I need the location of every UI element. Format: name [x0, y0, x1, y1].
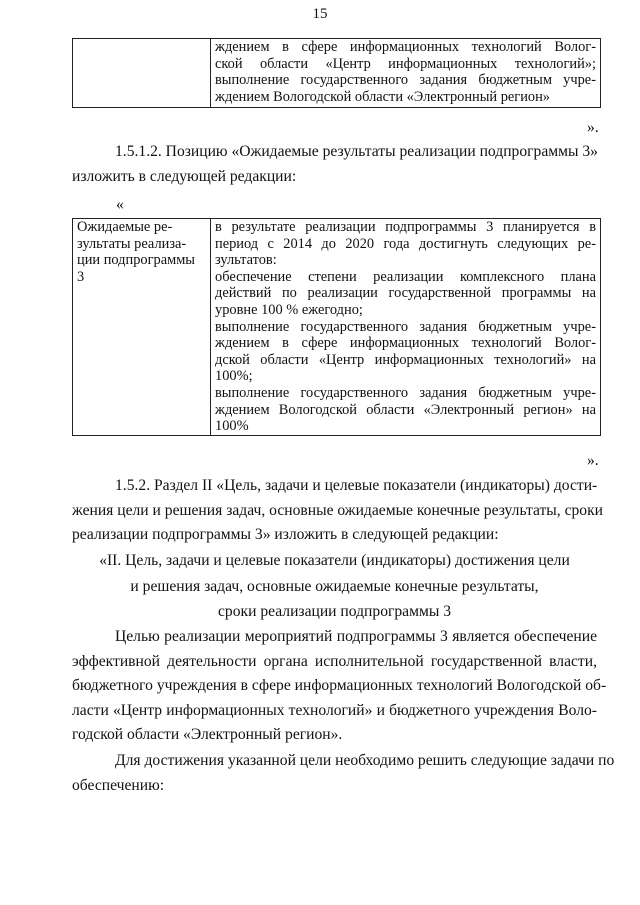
expected-results-table [72, 218, 601, 436]
table-line: уровне 100 % ежегодно; [215, 301, 363, 318]
table-line: 3 [77, 268, 85, 285]
paragraph-line: Для достижения указанной цели необходимо решить следующие задачи по [115, 752, 615, 769]
page-number: 15 [312, 6, 328, 22]
table-line: ждением в сфере информационных технологий Волог- [215, 335, 596, 352]
heading-line: сроки реализации подпрограммы 3 [217, 603, 452, 620]
table-line: действий по реализации государственной программы на [215, 285, 596, 302]
paragraph-line: 1.5.2. Раздел II «Цель, задачи и целевые показатели (индикаторы) дости- [115, 477, 598, 494]
paragraph-line: изложить в следующей редакции: [72, 167, 297, 185]
closing-quote: ». [587, 119, 599, 136]
heading-line: «II. Цель, задачи и целевые показатели (индикаторы) достижения цели [99, 552, 570, 569]
continuation-table [72, 38, 601, 108]
table-line: 100% [215, 418, 249, 435]
paragraph-1-5-1-2 [72, 140, 597, 189]
table-line: ции подпрограммы [77, 252, 195, 269]
paragraph-line: эффективной деятельности органа исполнительной государственной власти, [72, 652, 597, 670]
table-line: выполнение государственного задания бюджетным учре- [215, 318, 596, 335]
continuation-table-right-cell [211, 39, 601, 108]
closing-quote: ». [587, 452, 599, 469]
section-heading [72, 548, 597, 625]
paragraph-line: ласти «Центр информационных технологий» и бюджетного учреждения Воло- [72, 701, 597, 719]
table-line: Ожидаемые ре- [77, 219, 173, 235]
paragraph-tasks [72, 749, 615, 798]
continuation-table-left-cell [73, 39, 211, 108]
paragraph-line: 1.5.1.2. Позицию «Ожидаемые результаты реализации подпрограммы 3» [115, 143, 598, 160]
paragraph-1-5-2 [72, 474, 604, 548]
table-line: дской области «Центр информационных технологий» на [215, 351, 596, 368]
heading-line: и решения задач, основные ожидаемые конечные результаты, [130, 577, 539, 595]
table-line: ской области «Центр информационных технологий»; [215, 55, 596, 72]
table-line: в результате реализации подпрограммы 3 планируется в [215, 219, 596, 235]
paragraph-line: бюджетного учреждения в сфере информационных технологий Вологодской об- [72, 677, 607, 695]
table-line: выполнение государственного задания бюджетным учре- [215, 384, 596, 401]
paragraph-line: обеспечению: [72, 776, 165, 794]
paragraph-line: годской области «Электронный регион». [72, 726, 343, 744]
results-value-cell [211, 219, 601, 436]
table-line: выполнение государственного задания бюджетным учре- [215, 72, 596, 89]
table-line: 100%; [215, 368, 253, 385]
table-line: ждением Вологодской области «Электронный регион» на [215, 401, 596, 418]
table-line: ждением Вологодской области «Электронный регион» [215, 88, 550, 105]
paragraph-line: реализации подпрограммы 3» изложить в следующей редакции: [72, 526, 499, 544]
paragraph-line: жения цели и решения задач, основные ожидаемые конечные результаты, сроки [72, 501, 604, 519]
table-line: ждением в сфере информационных технологий Волог- [215, 39, 596, 55]
opening-quote: « [116, 196, 124, 213]
paragraph-goal [72, 625, 607, 748]
table-line: зультаты реализа- [77, 235, 187, 252]
paragraph-line: Целью реализации мероприятий подпрограммы 3 является обеспечение [115, 628, 597, 645]
table-line: период с 2014 до 2020 года достигнуть следующих ре- [215, 235, 596, 252]
results-label-cell [73, 219, 211, 436]
table-line: зультатов: [215, 252, 277, 269]
table-line: обеспечение степени реализации комплексного плана [215, 268, 596, 285]
